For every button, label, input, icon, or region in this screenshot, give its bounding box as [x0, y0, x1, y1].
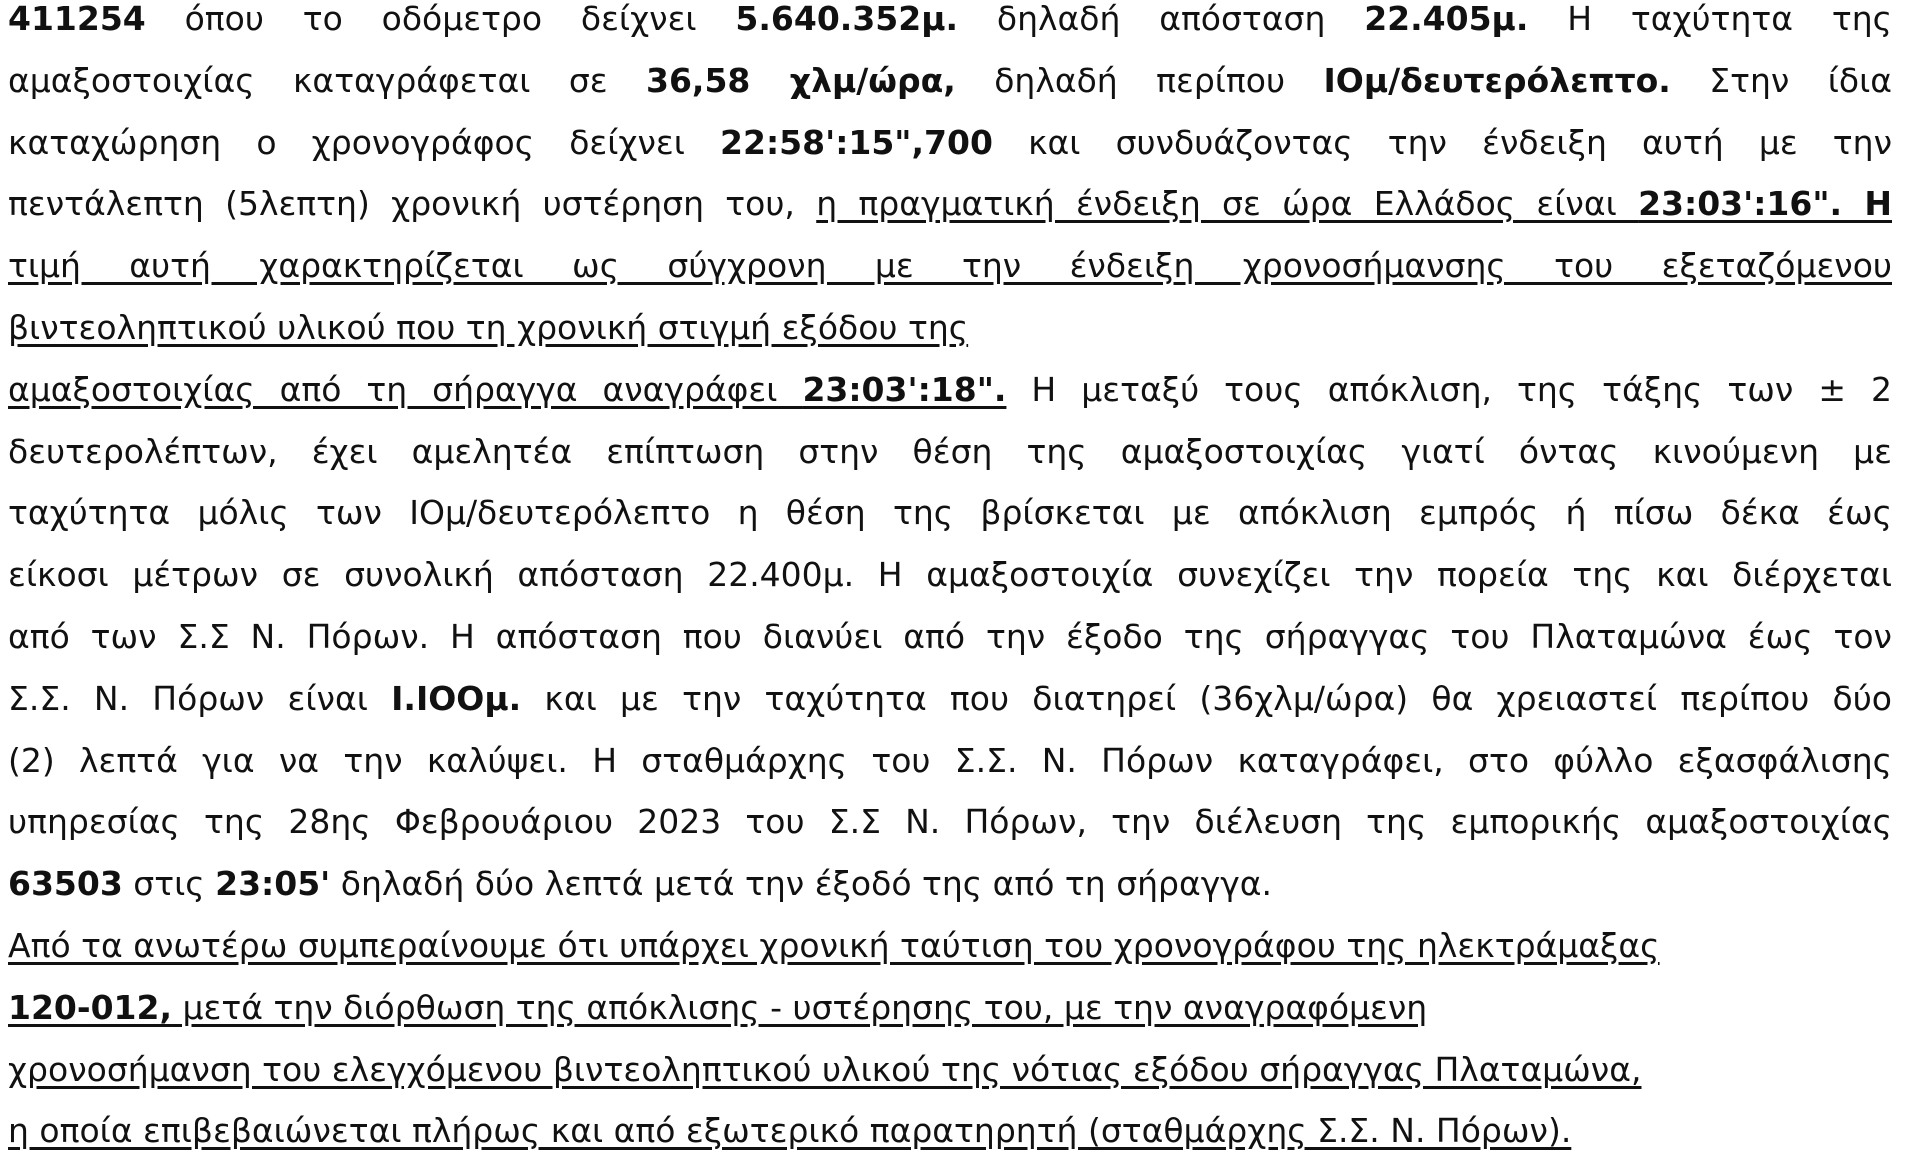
text-segment: (2) λεπτά για να την καλύψει. Η σταθμάρχης του Σ.Σ. Ν. Πόρων καταγράφει, στο φύλλο εξασφάλισης	[8, 740, 1892, 780]
text-line	[8, 235, 1892, 297]
text-line	[8, 853, 1892, 915]
bold-text: 120-012,	[8, 987, 173, 1027]
text-segment: δηλαδή δύο λεπτά μετά την έξοδό της από τη σήραγγα.	[330, 864, 1273, 904]
text-segment: και συνδυάζοντας την ένδειξη αυτή με την	[992, 122, 1892, 162]
text-line	[8, 544, 1892, 606]
text-segment: υπηρεσίας της 28ης Φεβρουάριου 2023 του Σ.Σ Ν. Πόρων, την διέλευση της εμπορικής αμαξοστοιχίας	[8, 802, 1892, 842]
text-segment: ταχύτητα μόλις των ΙΟμ/δευτερόλεπτο η θέση της βρίσκεται με απόκλιση εμπρός ή πίσω δέκα έως	[8, 493, 1892, 533]
text-segment: Στην ίδια	[1670, 60, 1892, 100]
text-segment: δηλαδή απόσταση	[958, 0, 1365, 38]
text-line	[8, 112, 1892, 174]
text-segment: δηλαδή περίπου	[955, 60, 1324, 100]
text-segment: μετά την διόρθωση της απόκλισης - υστέρησης του, με την αναγραφόμενη	[172, 987, 1428, 1027]
text-line	[8, 421, 1892, 483]
text-segment: χρονοσήμανση του ελεγχόμενου βιντεοληπτικού υλικού της νότιας εξόδου σήραγγας Πλαταμώνα,	[8, 1049, 1642, 1089]
text-line	[8, 173, 1892, 235]
text-line	[8, 730, 1892, 792]
text-segment: Η μεταξύ τους απόκλιση, της τάξης των ± 2	[1006, 369, 1892, 409]
bold-text: 22:58':15",700	[720, 122, 993, 162]
bold-text: 23:03':18".	[802, 369, 1007, 409]
bold-text: 23:03':16". Η	[1638, 184, 1892, 224]
text-line	[8, 1100, 1892, 1162]
bold-text: 411254	[8, 0, 146, 38]
text-segment: η οποία επιβεβαιώνεται πλήρως και από εξωτερικό παρατηρητή (σταθμάρχης Σ.Σ. Ν. Πόρων).	[8, 1111, 1572, 1151]
text-segment: Σ.Σ. Ν. Πόρων είναι	[8, 678, 392, 718]
text-segment: είκοσι μέτρων σε συνολική απόσταση 22.400μ. Η αμαξοστοιχία συνεχίζει την πορεία της και διέρχεται	[8, 555, 1892, 595]
text-segment: καταχώρηση ο χρονογράφος δείχνει	[8, 122, 721, 162]
text-line	[8, 668, 1892, 730]
text-line	[8, 0, 1892, 50]
bold-text: Ι.ΙΟΟμ.	[391, 678, 522, 718]
text-line	[8, 297, 1892, 359]
bold-text: 5.640.352μ.	[735, 0, 959, 38]
document-body	[8, 0, 1892, 1162]
text-segment: και με την ταχύτητα που διατηρεί (36χλμ/ώρα) θα χρειαστεί περίπου δύο	[521, 678, 1892, 718]
text-segment: βιντεοληπτικού υλικού που τη χρονική στιγμή εξόδου της	[8, 307, 969, 347]
text-segment: πεντάλεπτη (5λεπτη) χρονική υστέρηση του,	[8, 184, 817, 224]
text-line	[8, 359, 1892, 421]
text-segment: δευτερολέπτων, έχει αμελητέα επίπτωση στην θέση της αμαξοστοιχίας γιατί όντας κινούμενη με	[8, 431, 1892, 471]
text-segment: Η ταχύτητα της	[1528, 0, 1892, 38]
text-segment: η πραγματική ένδειξη σε ώρα Ελλάδος είναι	[816, 184, 1639, 224]
bold-text: 23:05'	[215, 864, 331, 904]
text-segment: τιμή αυτή χαρακτηρίζεται ως σύγχρονη με την ένδειξη χρονοσήμανσης του εξεταζόμενου	[8, 246, 1892, 286]
text-segment: αμαξοστοιχίας από τη σήραγγα αναγράφει	[8, 369, 803, 409]
text-line	[8, 977, 1892, 1039]
bold-text: ΙΟμ/δευτερόλεπτο.	[1323, 60, 1671, 100]
bold-text: 22.405μ.	[1364, 0, 1529, 38]
text-segment: από των Σ.Σ Ν. Πόρων. Η απόσταση που διανύει από την έξοδο της σήραγγας του Πλαταμώνα έως τον	[8, 616, 1892, 656]
text-line	[8, 482, 1892, 544]
text-segment: Από τα ανωτέρω συμπεραίνουμε ότι υπάρχει χρονική ταύτιση του χρονογράφου της ηλεκτράμαξας	[8, 925, 1660, 965]
text-segment: όπου το οδόμετρο δείχνει	[145, 0, 736, 38]
bold-text: 63503	[8, 864, 123, 904]
bold-text: 36,58 χλμ/ώρα,	[646, 60, 956, 100]
text-line	[8, 606, 1892, 668]
text-line	[8, 1039, 1892, 1101]
text-line	[8, 915, 1892, 977]
text-line	[8, 791, 1892, 853]
text-segment: αμαξοστοιχίας καταγράφεται σε	[8, 60, 646, 100]
text-segment: στις	[122, 864, 216, 904]
text-line	[8, 50, 1892, 112]
